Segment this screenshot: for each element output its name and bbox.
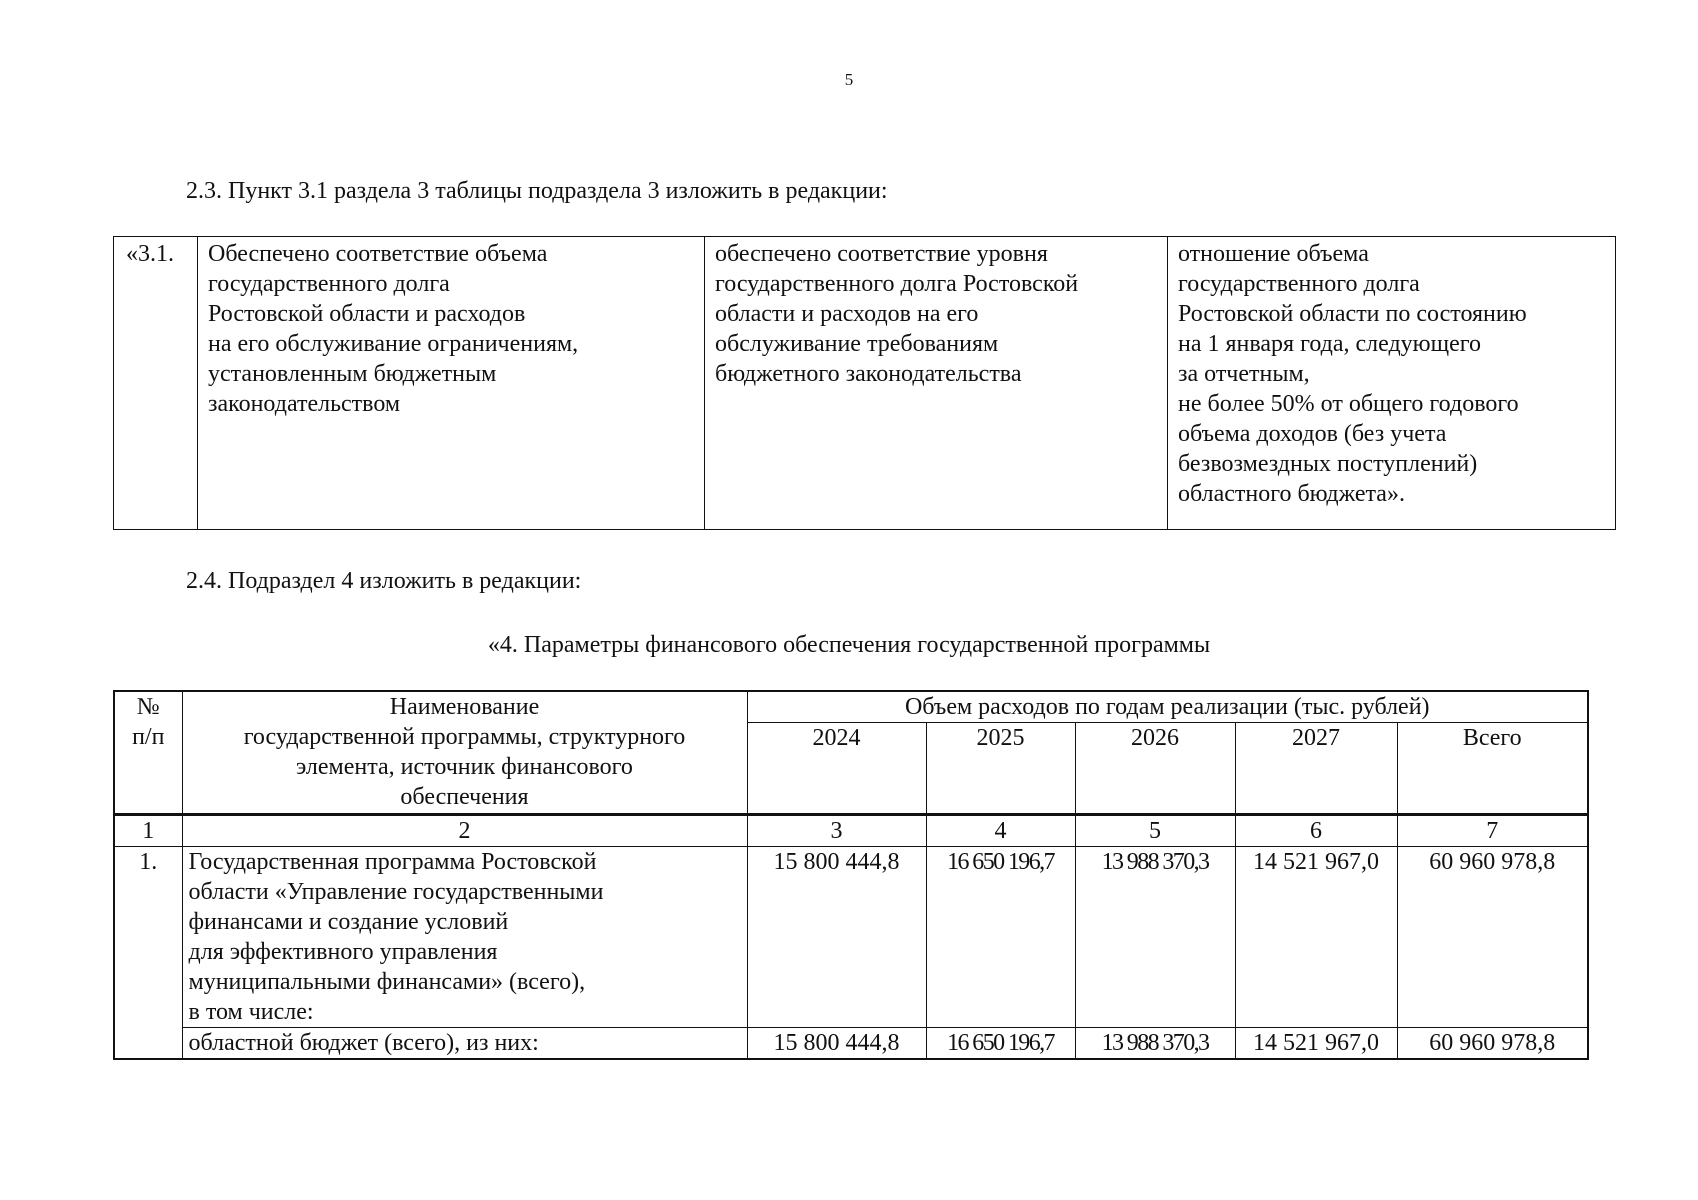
table-row	[114, 1028, 1588, 1060]
column-number: 2	[182, 815, 747, 847]
indicator-cell	[1168, 237, 1616, 530]
header-year-2026: 2026	[1075, 723, 1235, 815]
program-name: Государственная программа Ростовской области «Управление государственными финансами и создание условий для эффективного управления муниципальными финансами» (всего), в том числе:	[188, 849, 604, 1025]
instruction-2-4: 2.4. Подраздел 4 изложить в редакции:	[186, 568, 582, 594]
header-name-cell	[182, 691, 747, 815]
header-year-2027: 2027	[1235, 723, 1397, 815]
header-number-cell	[114, 691, 182, 815]
header-expenses-group: Объем расходов по годам реализации (тыс. рублей)	[747, 691, 1588, 723]
column-number: 6	[1235, 815, 1397, 847]
header-total: Всего	[1397, 723, 1588, 815]
financing-table	[113, 690, 1589, 1060]
header-year-2025: 2025	[926, 723, 1075, 815]
result-cell	[705, 237, 1168, 530]
goal-cell	[198, 237, 705, 530]
value-2026: 13 988 370,3	[1075, 1028, 1235, 1060]
column-number: 1	[114, 815, 182, 847]
indicator-text: отношение объема государственного долга Ростовской области по состоянию на 1 января года, следующего за отчетным, не более 50% от общего годового объема доходов (без учета безвозмездных поступлений) областного бюджета».	[1178, 241, 1527, 507]
column-number: 7	[1397, 815, 1588, 847]
table-row	[114, 847, 1588, 1028]
header-year-2024: 2024	[747, 723, 926, 815]
value-2024: 15 800 444,8	[747, 1028, 926, 1060]
column-number-row	[114, 815, 1588, 847]
table-header-row	[114, 691, 1588, 723]
column-number: 3	[747, 815, 926, 847]
column-number: 5	[1075, 815, 1235, 847]
value-2024: 15 800 444,8	[747, 847, 926, 1028]
result-text: обеспечено соответствие уровня государственного долга Ростовской области и расходов на его обслуживание требованиям бюджетного законодательства	[715, 241, 1079, 387]
header-number: № п/п	[132, 694, 165, 750]
row-number-cell	[114, 237, 198, 530]
column-number: 4	[926, 815, 1075, 847]
value-2026: 13 988 370,3	[1075, 847, 1235, 1028]
value-2025: 16 650 196,7	[926, 847, 1075, 1028]
goal-indicator-table	[113, 236, 1616, 530]
value-2027: 14 521 967,0	[1235, 1028, 1397, 1060]
source-name: областной бюджет (всего), из них:	[182, 1028, 747, 1060]
program-name-cell	[182, 847, 747, 1028]
value-2025: 16 650 196,7	[926, 1028, 1075, 1060]
instruction-2-3: 2.3. Пункт 3.1 раздела 3 таблицы подраздела 3 изложить в редакции:	[186, 178, 888, 204]
table-row	[114, 237, 1616, 530]
value-2027: 14 521 967,0	[1235, 847, 1397, 1028]
value-total: 60 960 978,8	[1397, 847, 1588, 1028]
value-total: 60 960 978,8	[1397, 1028, 1588, 1060]
page-number: 5	[844, 70, 854, 89]
section-title: «4. Параметры финансового обеспечения государственной программы	[487, 632, 1211, 658]
goal-text: Обеспечено соответствие объема государственного долга Ростовской области и расходов на его обслуживание ограничениям, установленным бюджетным законодательством	[208, 241, 579, 417]
header-name: Наименование государственной программы, структурного элемента, источник финансового обеспечения	[243, 694, 686, 810]
row-number: «3.1.	[126, 241, 174, 267]
row-number: 1.	[114, 847, 182, 1060]
